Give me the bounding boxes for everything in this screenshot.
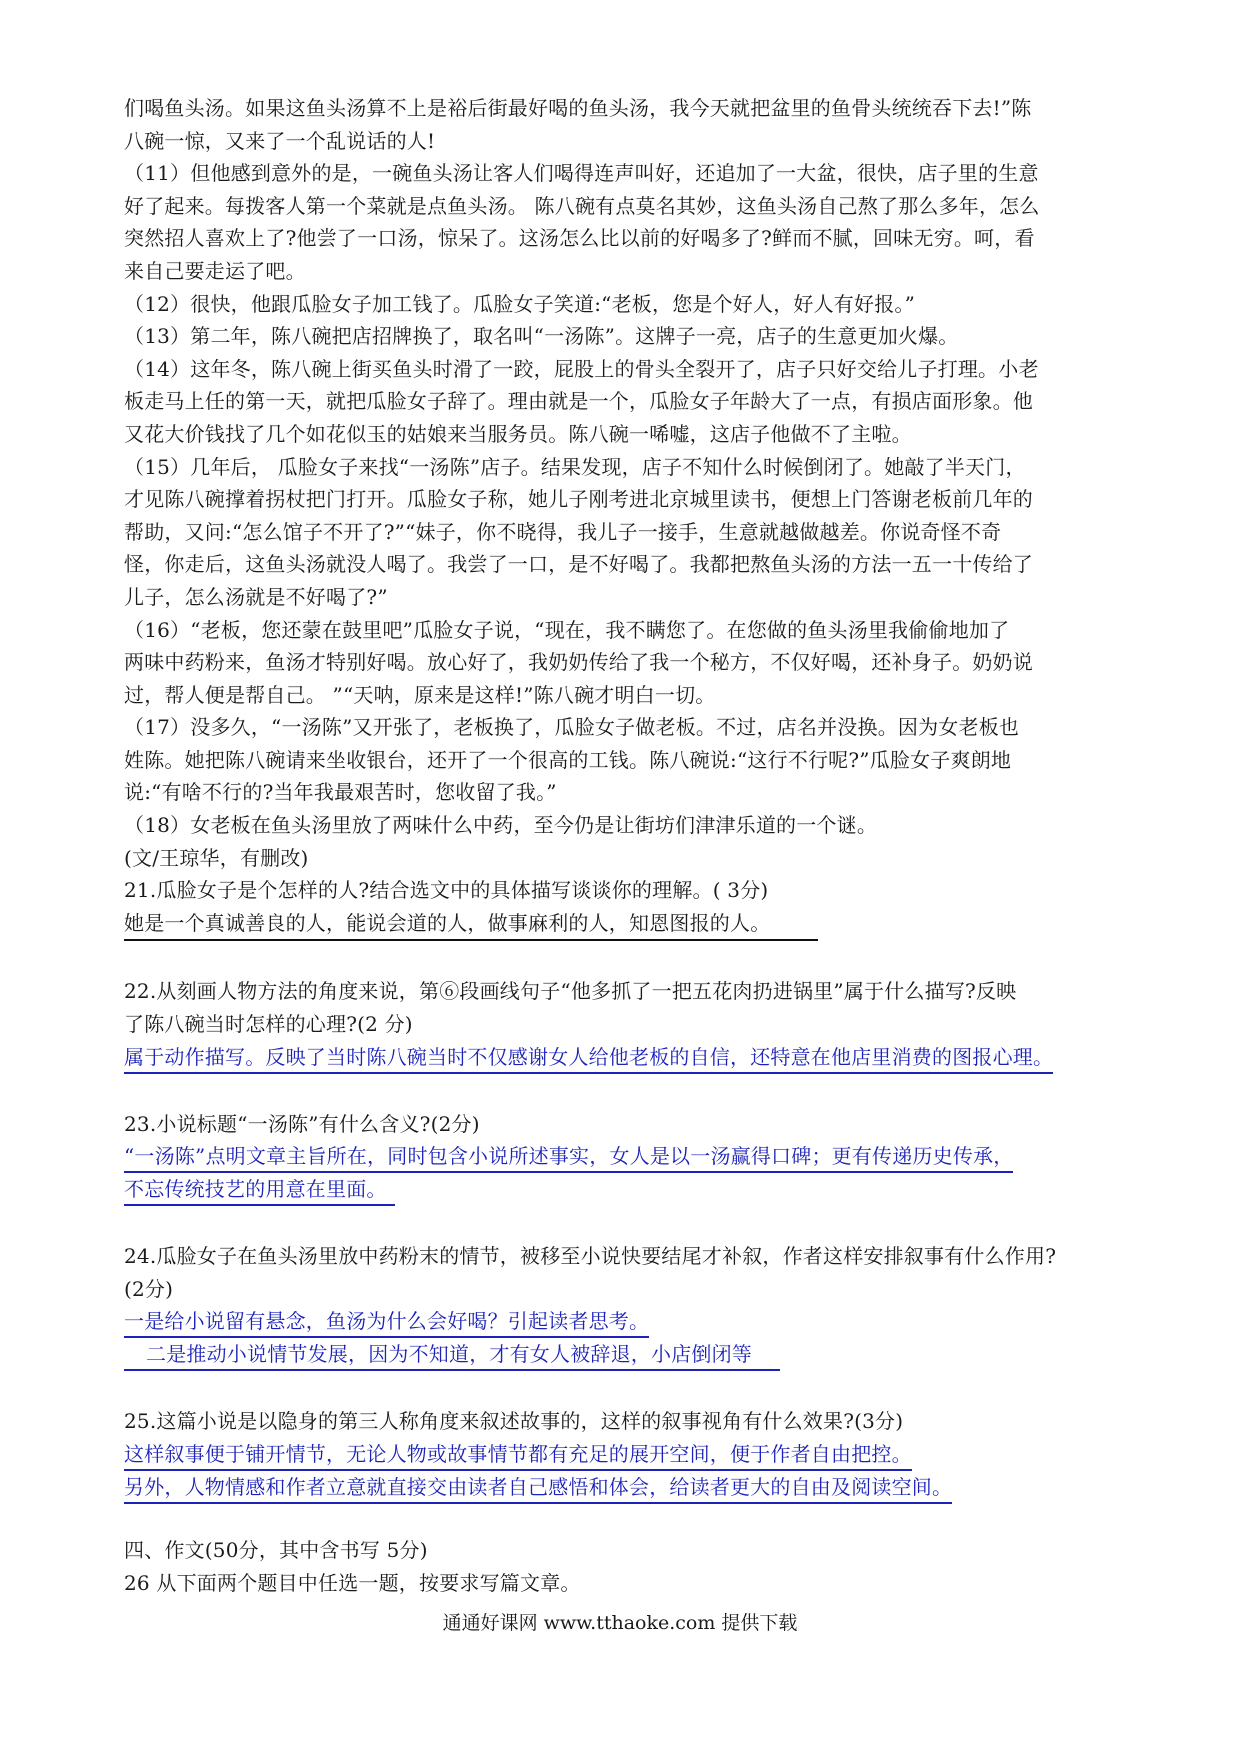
answer-24: 一是给小说留有悬念，鱼汤为什么会好喝？引起读者思考。 [124,1306,649,1338]
question-23: 23.小说标题“一汤陈”有什么含义?(2分) [124,1111,480,1136]
paragraph-13: （13）第二年，陈八碗把店招牌换了，取名叫“一汤陈”。这牌子一亮，店子的生意更加火爆。 [124,324,959,349]
question-26: 26 从下面两个题目中任选一题，按要求写篇文章。 [124,1570,581,1595]
source-credit: (文/王琼华，有删改) [124,845,309,870]
paragraph-15: 帮助，又问:“怎么馆子不开了?”“妹子，你不晓得，我儿子一接手，生意就越做越差。你说奇怪不奇 [124,519,1002,544]
paragraph-16: （16）“老板，您还蒙在鼓里吧”瓜脸女子说，“现在，我不瞒您了。在您做的鱼头汤里我偷偷地加了 [124,617,1010,642]
answer-24: 二是推动小说情节发展，因为不知道，才有女人被辞退，小店倒闭等 [124,1339,780,1371]
answer-22: 属于动作描写。反映了当时陈八碗当时不仅感谢女人给他老板的自信，还特意在他店里消费的图报心理。 [124,1042,1053,1074]
question-24: 24.瓜脸女子在鱼头汤里放中药粉末的情节，被移至小说快要结尾才补叙，作者这样安排叙事有什么作用? [124,1244,1057,1269]
paragraph-11: 好了起来。每拨客人第一个菜就是点鱼头汤。 陈八碗有点莫名其妙，这鱼头汤自己熬了那么多年，怎么 [124,193,1040,218]
paragraph-14: （14）这年冬，陈八碗上街买鱼头时滑了一跤，屁股上的骨头全裂开了，店子只好交给儿子打理。小老 [124,356,1039,381]
paragraph-15: 儿子，怎么汤就是不好喝了?” [124,584,388,609]
paragraph-17: 说:“有啥不行的?当年我最艰苦时，您收留了我。” [124,780,557,805]
paragraph-10-continued: 八碗一惊，又来了一个乱说话的人! [124,128,436,153]
paragraph-16: 过，帮人便是帮自己。 ”“天呐，原来是这样!”陈八碗才明白一切。 [124,682,716,707]
paragraph-17: （17）没多久，“一汤陈”又开张了，老板换了，瓜脸女子做老板。不过，店名并没换。因为女老板也 [124,715,1020,740]
paragraph-11: （11）但他感到意外的是，一碗鱼头汤让客人们喝得连声叫好，还追加了一大盆，很快，店子里的生意 [124,161,1039,186]
answer-25: 这样叙事便于铺开情节，无论人物或故事情节都有充足的展开空间，便于作者自由把控。 [124,1439,912,1471]
answer-21: 她是一个真诚善良的人，能说会道的人，做事麻利的人，知恩图报的人。 [124,907,818,942]
question-25: 25.这篇小说是以隐身的第三人称角度来叙述故事的，这样的叙事视角有什么效果?(3分) [124,1409,904,1434]
question-24: (2分) [124,1276,174,1301]
document-body [124,92,1130,1599]
paragraph-18: （18）女老板在鱼头汤里放了两味什么中药，至今仍是让街坊们津津乐道的一个谜。 [124,813,878,838]
paragraph-14: 又花大价钱找了几个如花似玉的姑娘来当服务员。陈八碗一唏嘘，这店子他做不了主啦。 [124,421,912,446]
paragraph-11: 来自己要走运了吧。 [124,258,306,283]
paragraph-14: 板走马上任的第一天，就把瓜脸女子辞了。理由就是一个，瓜脸女子年龄大了一点，有损店面形象。他 [124,389,1033,414]
answer-23: 不忘传统技艺的用意在里面。 [124,1174,395,1206]
answer-25: 另外，人物情感和作者立意就直接交由读者自己感悟和体会，给读者更大的自由及阅读空间。 [124,1472,952,1504]
question-22: 22.从刻画人物方法的角度来说，第⑥段画线句子“他多抓了一把五花肉扔进锅里”属于什么描写?反映 [124,979,1017,1004]
paragraph-15: 才见陈八碗撑着拐杖把门打开。瓜脸女子称，她儿子刚考进北京城里读书，便想上门答谢老板前几年的 [124,487,1033,512]
paragraph-16: 两味中药粉来，鱼汤才特别好喝。放心好了，我奶奶传给了我一个秘方，不仅好喝，还补身子。奶奶说 [124,650,1033,675]
section-heading-composition: 四、作文(50分，其中含书写 5分) [124,1538,428,1562]
page-footer: 通通好课网 www.tthaoke.com 提供下载 [442,1612,798,1634]
paragraph-12: （12）很快，他跟瓜脸女子加工钱了。瓜脸女子笑道:“老板，您是个好人，好人有好报。” [124,291,916,316]
question-21: 21.瓜脸女子是个怎样的人?结合选文中的具体描写谈谈你的理解。( 3分) [124,878,769,903]
paragraph-10-continued: 们喝鱼头汤。如果这鱼头汤算不上是裕后街最好喝的鱼头汤，我今天就把盆里的鱼骨头统统吞下去!”陈 [124,96,1032,120]
question-22: 了陈八碗当时怎样的心理?(2 分) [124,1012,413,1037]
paragraph-17: 姓陈。她把陈八碗请来坐收银台，还开了一个很高的工钱。陈八碗说:“这行不行呢?”瓜脸女子爽朗地 [124,747,1012,772]
paragraph-15: 怪，你走后，这鱼头汤就没人喝了。我尝了一口，是不好喝了。我都把熬鱼头汤的方法一五一十传给了 [124,552,1033,577]
paragraph-15: （15）几年后， 瓜脸女子来找“一汤陈”店子。结果发现，店子不知什么时候倒闭了。她敲了半天门， [124,454,1026,479]
answer-23: “一汤陈”点明文章主旨所在，同时包含小说所述事实，女人是以一汤赢得口碑；更有传递历史传承， [124,1141,1013,1173]
paragraph-11: 突然招人喜欢上了?他尝了一口汤，惊呆了。这汤怎么比以前的好喝多了?鲜而不腻，回味无穷。呵，看 [124,226,1035,251]
